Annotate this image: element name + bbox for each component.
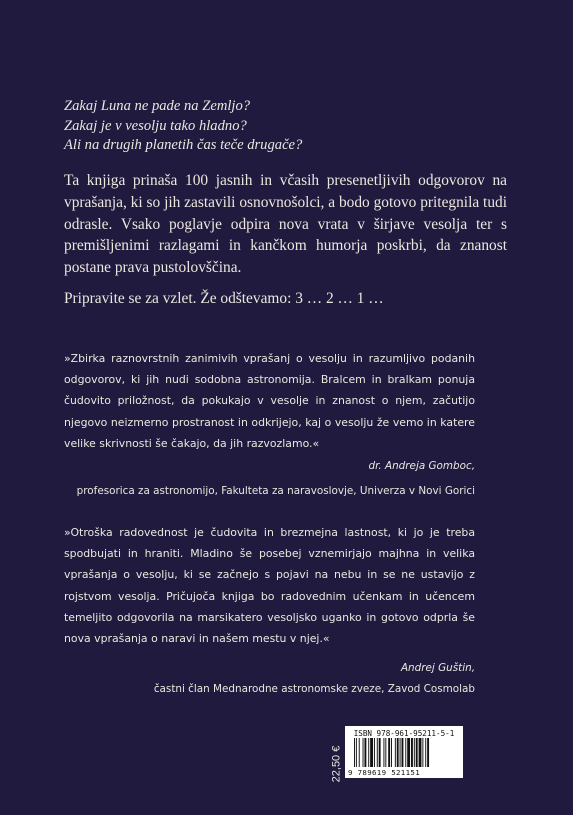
barcode-bar [383, 738, 384, 767]
endorsement-author-2: Andrej Guštin, [400, 662, 475, 674]
barcode-bar [416, 738, 418, 767]
barcode-bar [385, 738, 386, 767]
barcode-bar [422, 738, 423, 767]
barcode-bar [395, 738, 396, 767]
lead-question-2: Zakaj je v vesolju tako hladno? [64, 117, 247, 134]
endorsement-quote-2: »Otroška radovednost je čudovita in brezmejna lastnost, ki jo je treba spodbujati in hraniti. Mladino še posebej vznemirjajo majhna in velika vprašanja o vesolju, ki se začnejo s pojavi na nebu in se ne ustavijo z rojstvom vesolja. Pričujoča knjiga bo radovednim učenkam in učencem temeljito odgovorila na marsikatero vesoljsko uganko in gotovo odprla še nova vprašanja o naravi in našem mestu v njej.« [64, 526, 475, 646]
barcode-bar [356, 738, 357, 767]
endorsement-author-1: dr. Andreja Gomboc, [368, 460, 475, 472]
barcode-bar [374, 738, 375, 767]
barcode-bar [419, 738, 422, 767]
isbn-label: ISBN 978-961-95211-5-1 [353, 729, 455, 738]
barcode-bar [405, 738, 406, 767]
barcode-bar [354, 738, 355, 767]
barcode-bar [379, 738, 381, 767]
barcode-bar [427, 738, 429, 767]
barcode-bar [368, 738, 369, 767]
countdown-line: Pripravite se za vzlet. Že odštevamo: 3 … 2 … 1 … [64, 290, 384, 307]
price-label: 22,50 € [330, 745, 343, 783]
intro-paragraph: Ta knjiga prinaša 100 jasnih in včasih presenetljivih odgovorov na vprašanja, ki so jih zastavili osnovnošolci, a bodo gotovo pritegnila tudi odrasle. Vsako poglavje odpira nova vrata v širjave vesolja ter s premišljenimi razlagami in kančkom humorja poskrbi, da znanost postane prava pustolovščina. [64, 172, 507, 277]
barcode-bar [359, 738, 360, 767]
barcode-bar [400, 738, 401, 767]
lead-question-1: Zakaj Luna ne pade na Zemljo? [64, 98, 251, 114]
barcode-bar [370, 738, 373, 767]
barcode-bar [388, 738, 390, 767]
endorsement-quote-1: »Zbirka raznovrstnih zanimivih vprašanj o vesolju in razumljivo podanih odgovorov, ki jih nudi sodobna astronomija. Bralcem in bralkam ponuja čudovito priložnost, da pokukajo v vesolje in znanost o njem, začutijo njegovo neizmerno prostranost in odkrijejo, kaj o vesolju že vemo in katere velike skrivnosti še čakajo, da jih razvozlamo.« [64, 352, 475, 450]
barcode-bar [397, 738, 399, 767]
lead-questions [64, 97, 504, 156]
barcode [345, 726, 463, 778]
barcode-digits: 9 789619 521151 [348, 768, 420, 777]
barcode-bar [425, 738, 426, 767]
barcode-bar [414, 738, 415, 767]
barcode-bar [364, 738, 366, 767]
barcode-bar [391, 738, 392, 767]
endorsement-affiliation-2: častni član Mednarodne astronomske zveze, Zavod Cosmolab [153, 683, 475, 695]
barcode-bars [353, 738, 457, 770]
barcode-bar [407, 738, 410, 767]
lead-question-3: Ali na drugih planetih čas teče drugače? [64, 137, 303, 153]
barcode-bar [411, 738, 413, 767]
barcode-bar [377, 738, 378, 767]
barcode-bar [402, 738, 404, 767]
endorsement-affiliation-1: profesorica za astronomijo, Fakulteta za naravoslovje, Univerza v Novi Gorici [76, 485, 475, 497]
barcode-bar [363, 738, 364, 767]
